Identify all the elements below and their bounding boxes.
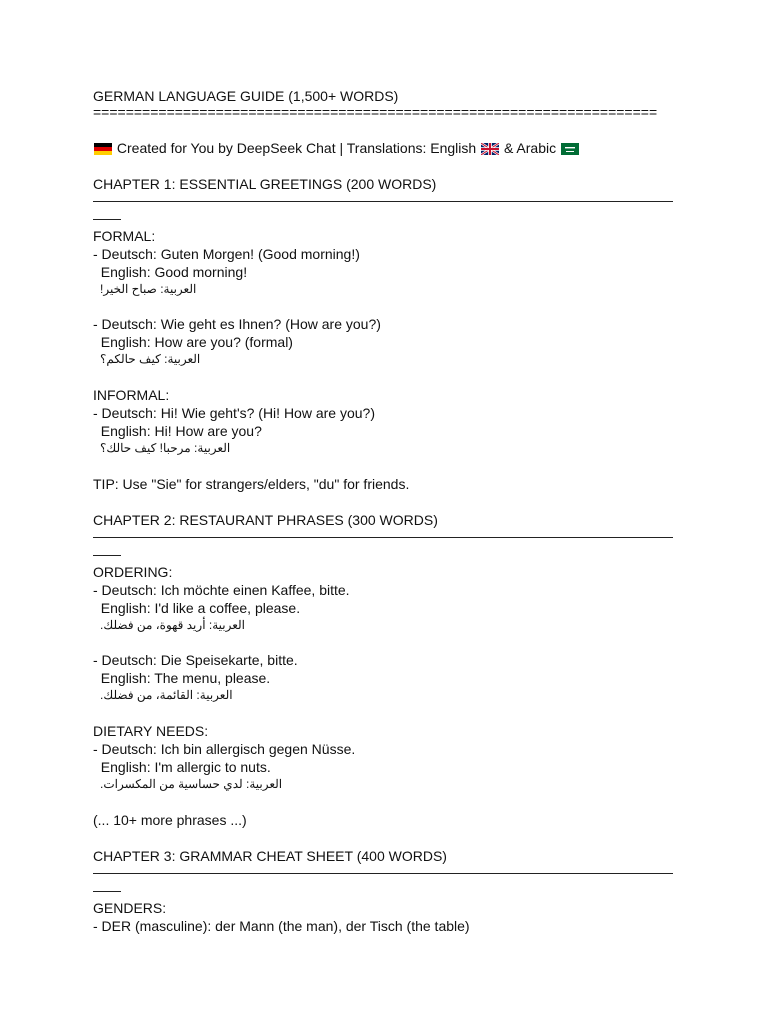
chapter-1-heading: CHAPTER 1: ESSENTIAL GREETINGS (200 WORDS): [93, 176, 437, 192]
chapter-3-heading: CHAPTER 3: GRAMMAR CHEAT SHEET (400 WORDS): [93, 848, 447, 864]
more-phrases-note: (... 10+ more phrases ...): [93, 812, 247, 828]
chapter-2-divider: [93, 537, 673, 538]
german-flag-icon: [94, 143, 112, 155]
credit-text: Created for You by DeepSeek Chat | Translations: English: [116, 140, 477, 156]
phrase-german: - Deutsch: Wie geht es Ihnen? (How are you?): [93, 316, 381, 332]
credit-line: [93, 139, 580, 157]
informal-label: INFORMAL:: [93, 387, 170, 403]
phrase-german: - Deutsch: Die Speisekarte, bitte.: [93, 652, 298, 668]
chapter-2-divider-wrap: [93, 555, 121, 556]
phrase-arabic: العربية: مرحبا! كيف حالك؟: [100, 441, 231, 455]
phrase-arabic: العربية: صباح الخير!: [100, 282, 197, 296]
chapter-3-divider-wrap: [93, 891, 121, 892]
chapter-3-divider: [93, 873, 673, 874]
gender-item: - DER (masculine): der Mann (the man), der Tisch (the table): [93, 918, 470, 934]
phrase-german: - Deutsch: Guten Morgen! (Good morning!): [93, 246, 360, 262]
phrase-arabic: العربية: كيف حالكم؟: [100, 352, 201, 366]
formal-label: FORMAL:: [93, 228, 156, 244]
chapter-2-heading: CHAPTER 2: RESTAURANT PHRASES (300 WORDS): [93, 512, 438, 528]
phrase-arabic: العربية: القائمة، من فضلك.: [100, 688, 233, 702]
saudi-flag-icon: [561, 143, 579, 155]
phrase-german: - Deutsch: Hi! Wie geht's? (Hi! How are you?): [93, 405, 375, 421]
phrase-german: - Deutsch: Ich bin allergisch gegen Nüsse.: [93, 741, 356, 757]
phrase-arabic: العربية: أريد قهوة، من فضلك.: [100, 618, 245, 632]
title-underline: =====================================================================: [93, 104, 658, 120]
dietary-label: DIETARY NEEDS:: [93, 723, 209, 739]
phrase-english: English: I'd like a coffee, please.: [93, 600, 301, 616]
phrase-english: English: How are you? (formal): [93, 334, 293, 350]
chapter-1-divider: [93, 201, 673, 202]
and-arabic-text: & Arabic: [503, 140, 557, 156]
genders-label: GENDERS:: [93, 900, 167, 916]
phrase-arabic: العربية: لدي حساسية من المكسرات.: [100, 777, 283, 791]
phrase-english: English: Hi! How are you?: [93, 423, 262, 439]
phrase-english: English: Good morning!: [93, 264, 248, 280]
tip-text: TIP: Use "Sie" for strangers/elders, "du" for friends.: [93, 476, 410, 492]
chapter-1-divider-wrap: [93, 219, 121, 220]
uk-flag-icon: [481, 143, 499, 155]
phrase-german: - Deutsch: Ich möchte einen Kaffee, bitte.: [93, 582, 350, 598]
document-title: GERMAN LANGUAGE GUIDE (1,500+ WORDS): [93, 88, 399, 104]
phrase-english: English: I'm allergic to nuts.: [93, 759, 271, 775]
ordering-label: ORDERING:: [93, 564, 173, 580]
phrase-english: English: The menu, please.: [93, 670, 271, 686]
